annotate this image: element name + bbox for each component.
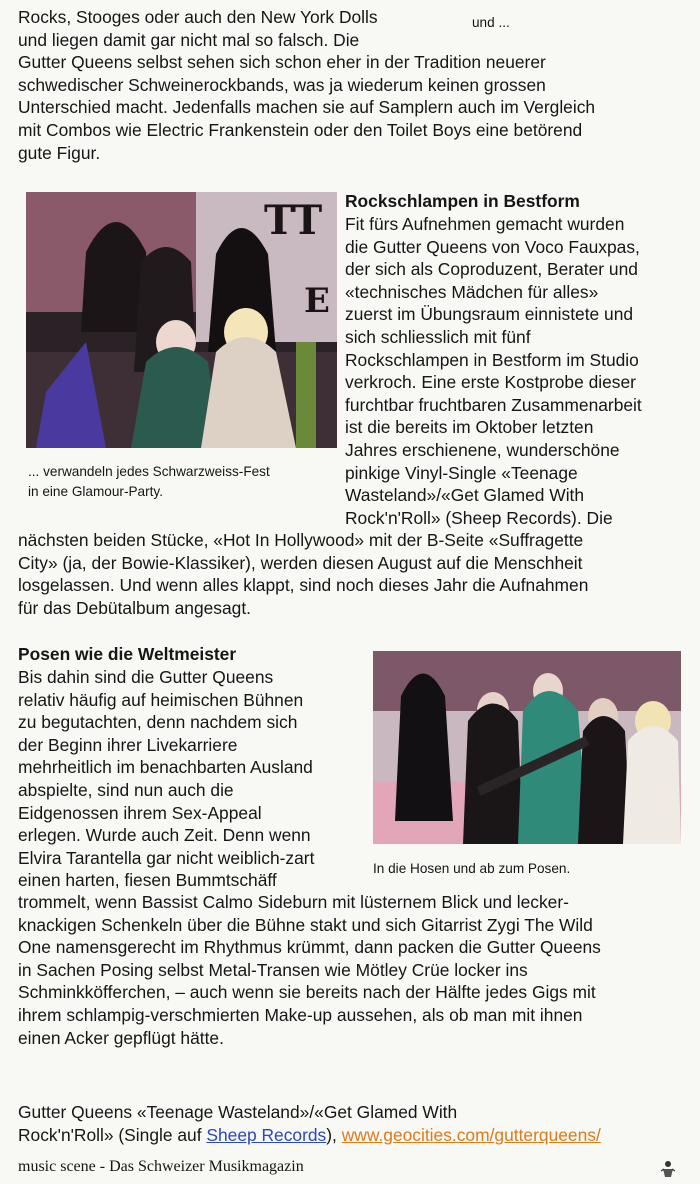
- photo-2-caption: In die Hosen und ab zum Posen.: [373, 861, 571, 876]
- release-info-line-2: [18, 1124, 601, 1147]
- svg-text:TT: TT: [264, 197, 323, 244]
- mascot-icon: [660, 1160, 676, 1178]
- release-info-separator: ),: [326, 1125, 342, 1145]
- band-photo-2: [373, 651, 681, 844]
- section-2-full-text: trommelt, wenn Bassist Calmo Sideburn mit lüsternem Blick und lecker- knackigen Schenkeln über die Bühne stakt und sich Gitarrist Zygi The Wild One namensgerecht im Rhythmus krümmt, dann packen die Gutter Queens in Sachen Posing selbst Metal-Transen wie Mötley Crüe locker ins Schminkköfferchen, – auch wenn sie bereits nach der Hälfte jedes Gigs mit ihrem schlampig-verschmierten Make-up aussehen, als ob man mit ihnen einen Acker gepflügt hätte.: [18, 892, 601, 1048]
- intro-paragraph: Rocks, Stooges oder auch den New York Dolls und liegen damit gar nicht mal so falsch. Die Gutter Queens selbst sehen sich schon eher in der Tradition neuerer schwedischer Schweinerockbands, was ja wiederum keinen grossen Unterschied macht. Jedenfalls machen sie auf Samplern auch im Vergleich mit Combos wie Electric Frankenstein oder den Toilet Boys eine betörend gute Figur.: [18, 7, 596, 163]
- photo-1-caption: ... verwandeln jedes Schwarzweiss-Fest in eine Glamour-Party.: [28, 464, 270, 499]
- release-info-text: Rock'n'Roll» (Single auf: [18, 1125, 207, 1145]
- section-1-column-text: Fit fürs Aufnehmen gemacht wurden die Gutter Queens von Voco Fauxpas, der sich als Coproduzent, Berater und «technisches Mädchen für alles» zuerst im Übungsraum einnistete und sich schliesslich mit fünf Rockschlampen in Bestform im Studio verkroch. Eine erste Kostprobe dieser furchtbar fruchtbaren Zusammenarbeit ist die bereits im Oktober letzten Jahres erschienene, wunderschöne pinkige Vinyl-Single «Teenage Wasteland»/«Get Glamed With Rock'n'Roll» (Sheep Records). Die: [345, 214, 642, 528]
- section-1-heading: Rockschlampen in Bestform: [345, 191, 580, 211]
- band-photo-1: [26, 192, 337, 448]
- section-2-column-text: Bis dahin sind die Gutter Queens relativ häufig auf heimischen Bühnen zu begutachten, denn nachdem sich der Beginn ihrer Livekarriere mehrheitlich im benachbarten Ausland abspielte, sind nun auch die Eidgenossen ihrem Sex-Appeal erlegen. Wurde auch Zeit. Denn wenn Elvira Tarantella gar nicht weiblich-zart einen harten, fiesen Bummtschäff: [18, 667, 315, 891]
- svg-text:E: E: [304, 281, 330, 321]
- section-2-heading: Posen wie die Weltmeister: [18, 644, 237, 664]
- sheep-records-link[interactable]: Sheep Records: [206, 1125, 327, 1145]
- section-1-full-text: nächsten beiden Stücke, «Hot In Hollywood» mit der B-Seite «Suffragette City» (ja, der Bowie-Klassiker), werden diesen August auf die Menschheit losgelassen. Und wenn alles klappt, sind noch dieses Jahr die Aufnahmen für das Debütalbum angesagt.: [18, 530, 589, 618]
- magazine-footer: music scene - Das Schweizer Musikmagazin: [18, 1158, 304, 1175]
- margin-note: und ...: [472, 15, 510, 30]
- geocities-link[interactable]: www.geocities.com/gutterqueens/: [341, 1125, 601, 1145]
- release-info-line-1: Gutter Queens «Teenage Wasteland»/«Get Glamed With: [18, 1102, 458, 1122]
